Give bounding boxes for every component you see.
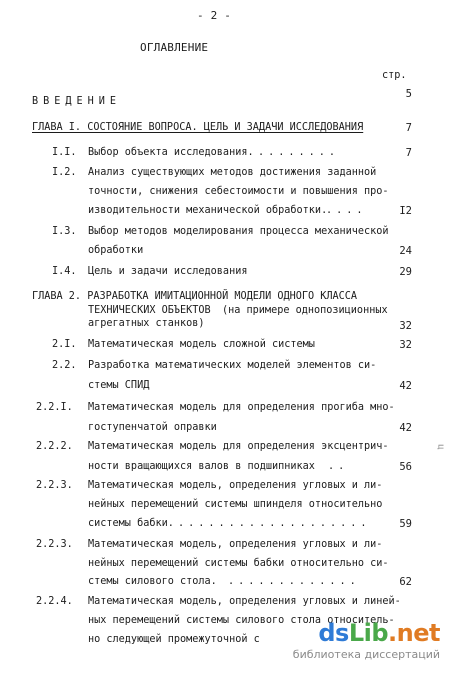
watermark-subtitle: библиотека диссертаций (292, 648, 440, 661)
toc-item-line: системы бабки. (88, 518, 174, 529)
intro-label: ВВЕДЕНИЕ (32, 96, 122, 107)
toc-item-number: I.2. (52, 167, 77, 178)
margin-mark: ц (435, 444, 446, 450)
toc-item-line: Математическая модель, определения угловых и ли- (88, 480, 383, 491)
toc-title: ОГЛАВЛЕНИЕ (140, 41, 209, 54)
chapter2-title-line: ГЛАВА 2. РАЗРАБОТКА ИМИТАЦИОННОЙ МОДЕЛИ ОДНОГО КЛАССА (32, 291, 358, 302)
chapter1-title: ГЛАВА I. СОСТОЯНИЕ ВОПРОСА. ЦЕЛЬ И ЗАДАЧИ ИССЛЕДОВАНИЯ (32, 122, 364, 133)
toc-item-line: стемы СПИД (88, 380, 150, 391)
chapter2-title-line: ТЕХНИЧЕСКИХ ОБЪЕКТОВ (88, 305, 211, 316)
toc-item-line: изводительности механической обработки. (88, 205, 328, 216)
page-number: - 2 - (197, 9, 232, 22)
toc-item-line: Математическая модель, определения угловых и ли- (88, 539, 383, 550)
toc-item-line: Анализ существующих методов достижения заданной (88, 167, 377, 178)
toc-item-line: но следующей промежуточной с (88, 634, 260, 645)
toc-item-line: Математическая модель, определения угловых и линей- (88, 596, 401, 607)
toc-item-number: 2.2. (52, 360, 77, 371)
chapter2-title-line: (на примере однопозиционных (222, 305, 388, 316)
toc-item-page: 59 (399, 518, 412, 530)
toc-item-number: I.4. (52, 266, 77, 277)
toc-item-number: 2.2.4. (36, 596, 73, 607)
chapter1-page: 7 (405, 122, 412, 134)
toc-item-number: 2.2.3. (36, 539, 73, 550)
toc-item-page: 42 (399, 380, 412, 392)
leader-dots: .. (328, 461, 349, 472)
toc-item-line: ности вращающихся валов в подшипниках (88, 461, 315, 472)
toc-item-page: 42 (399, 422, 412, 434)
toc-item-line: ных перемещений системы силового стола относитель- (88, 615, 395, 626)
toc-item-page: 29 (399, 266, 412, 278)
chapter2-title-line: агрегатных станков) (88, 318, 205, 329)
toc-item-line: стемы силового стола. (88, 576, 217, 587)
toc-item-line: Выбор объекта исследования. (88, 147, 254, 158)
toc-item-line: обработки (88, 245, 144, 256)
intro-page: 5 (405, 88, 412, 100)
leader-dots: ............. (228, 576, 360, 587)
watermark (290, 619, 440, 667)
toc-item-line: Математическая модель сложной системы (88, 339, 315, 350)
toc-item-page: 32 (399, 339, 412, 351)
toc-item-number: 2.2.2. (36, 441, 73, 452)
toc-item-number: I.I. (52, 147, 77, 158)
toc-item-page: 56 (399, 461, 412, 473)
toc-item-line: гоступенчатой оправки (88, 422, 217, 433)
chapter2-page: 32 (399, 320, 412, 332)
toc-item-page: 24 (399, 245, 412, 257)
toc-item-line: Выбор методов моделирования процесса механической (88, 226, 389, 237)
toc-item-number: I.3. (52, 226, 77, 237)
toc-item-line: нейных перемещений системы бабки относительно си- (88, 558, 389, 569)
toc-item-line: Математическая модель для определения эксцентрич- (88, 441, 389, 452)
leader-dots: ................... (178, 518, 371, 529)
leader-dots: .... (326, 205, 367, 216)
toc-item-line: Разработка математических моделей элементов си- (88, 360, 377, 371)
toc-item-number: 2.I. (52, 339, 77, 350)
page-column-label: стр. (382, 70, 407, 81)
toc-item-number: 2.2.I. (36, 402, 73, 413)
toc-item-number: 2.2.3. (36, 480, 73, 491)
toc-item-page: 62 (399, 576, 412, 588)
toc-item-page: 7 (405, 147, 412, 159)
toc-item-line: нейных перемещений системы шпинделя относительно (88, 499, 383, 510)
watermark-logo: dsLib.net (318, 619, 440, 647)
toc-item-line: точности, снижения себестоимости и повышения про- (88, 186, 389, 197)
leader-dots: ........ (258, 147, 340, 158)
toc-item-page: I2 (399, 205, 412, 217)
toc-item-line: Математическая модель для определения прогиба мно- (88, 402, 395, 413)
toc-item-line: Цель и задачи исследования (88, 266, 248, 277)
